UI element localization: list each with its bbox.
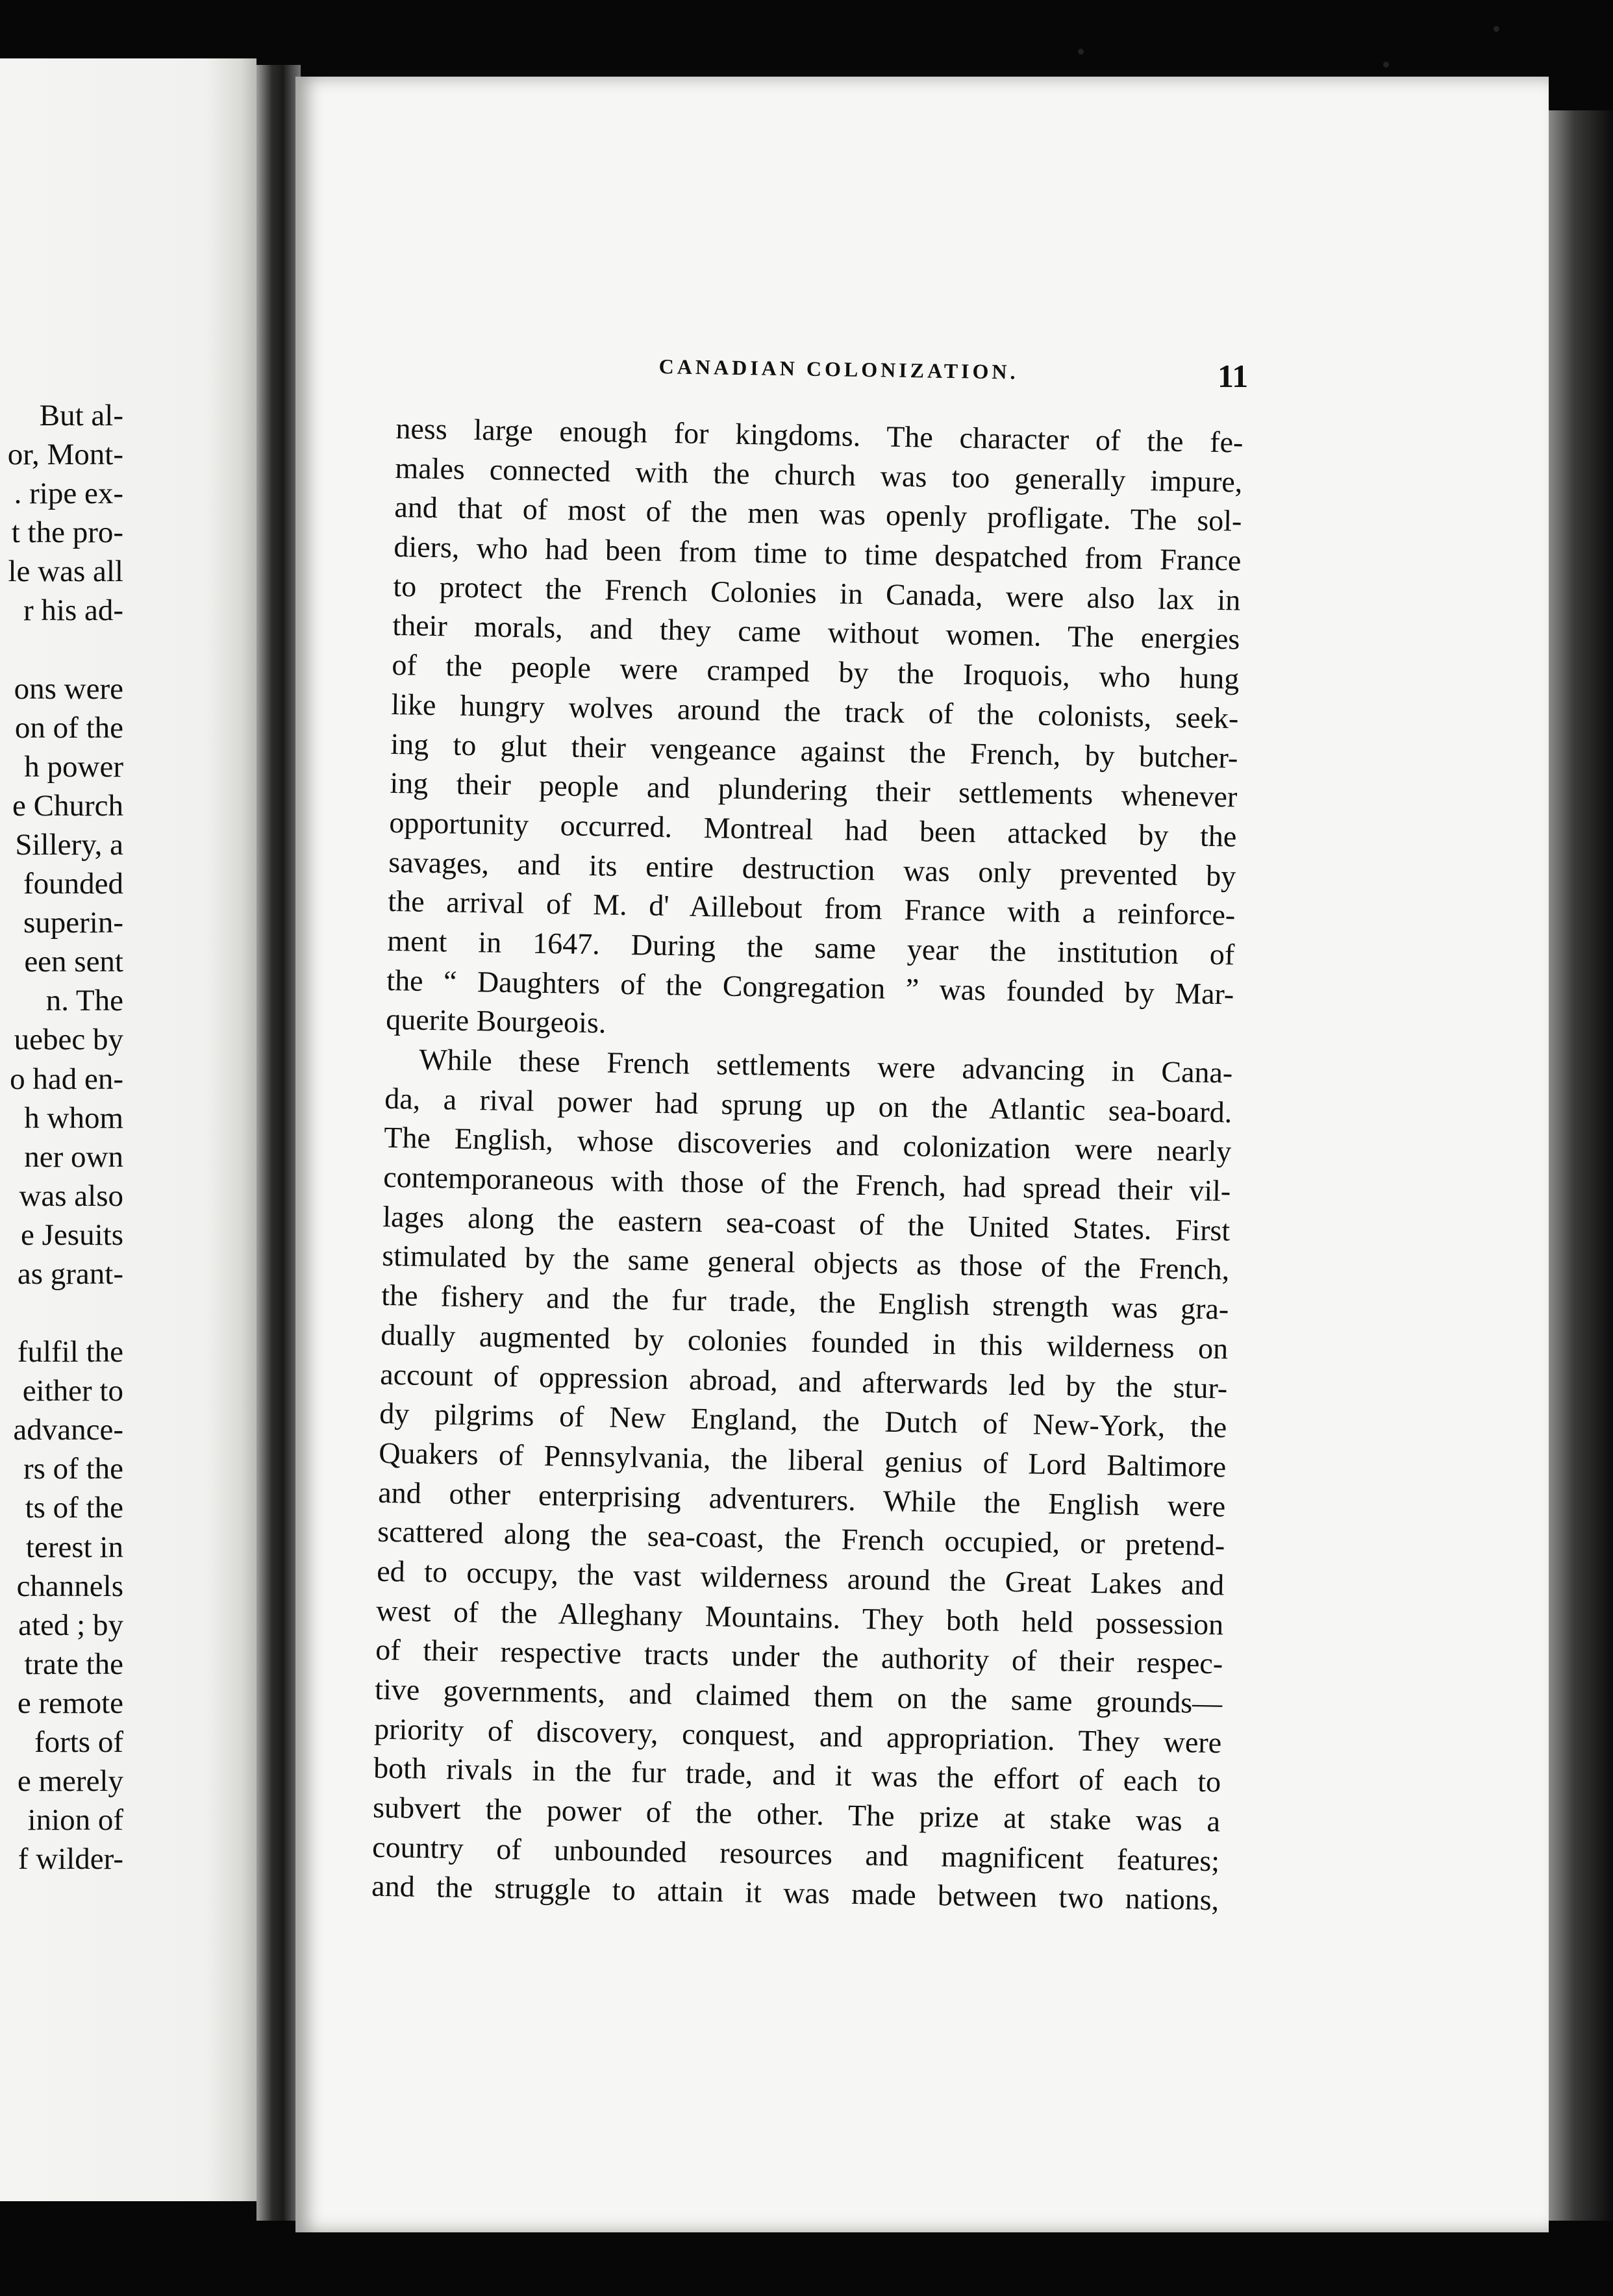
body-text — [371, 409, 1244, 1920]
text-line: contemporaneous with those of the French, had spread their vil- — [382, 1160, 1231, 1208]
left-line: e remote — [17, 1686, 123, 1720]
left-line: uebec by — [14, 1023, 123, 1057]
left-line: either to — [22, 1374, 123, 1408]
left-line: terest in — [25, 1530, 123, 1564]
text-line: ing to glut their vengeance against the French, by butcher- — [390, 727, 1238, 775]
text-line: da, a rival power had sprung up on the Atlantic sea-board. — [384, 1081, 1232, 1129]
text-line: the “ Daughters of the Congregation ” was founded by Mar- — [386, 963, 1234, 1011]
left-line: ts of the — [25, 1491, 123, 1525]
page-number: 11 — [1218, 358, 1249, 394]
text-line: like hungry wolves around the track of the colonists, seek- — [391, 687, 1239, 735]
text-line: their morals, and they came without women. The energies — [392, 608, 1240, 656]
left-line: le was all — [8, 555, 123, 589]
left-line: superin- — [23, 906, 123, 940]
text-line: lages along the eastern sea-coast of the United States. First — [382, 1199, 1231, 1247]
text-line: savages, and its entire destruction was only prevented by — [388, 845, 1236, 893]
text-line: querite Bourgeois. — [385, 1003, 606, 1040]
text-line: scattered along the sea-coast, the French occupied, or pretend- — [377, 1515, 1225, 1562]
text-line: the fishery and the fur trade, the English strength was gra- — [381, 1278, 1229, 1326]
running-head: CANADIAN COLONIZATION. — [658, 355, 1019, 384]
left-line: een sent — [24, 945, 123, 979]
text-line: west of the Alleghany Mountains. They both held possession — [375, 1593, 1224, 1641]
text-line: of the people were cramped by the Iroquois, who hung — [392, 648, 1240, 695]
text-line: priority of discovery, conquest, and appropriation. They were — [373, 1712, 1222, 1760]
text-line: stimulated by the same general objects as those of the French, — [381, 1239, 1230, 1286]
text-line: ed to occupy, the vast wilderness around the Great Lakes and — [376, 1554, 1225, 1602]
left-line: fulfil the — [17, 1335, 123, 1369]
left-line: e merely — [17, 1764, 123, 1799]
text-line: the arrival of M. d' Aillebout from France with a reinforce- — [388, 884, 1236, 932]
left-line: or, Mont- — [7, 438, 123, 472]
text-line: of their respective tracts under the authority of their respec- — [375, 1633, 1223, 1680]
text-line: and that of most of the men was openly profligate. The sol- — [394, 490, 1242, 538]
left-line: Sillery, a — [15, 827, 123, 862]
left-line: r his ad- — [23, 593, 123, 628]
left-line: rs of the — [23, 1452, 123, 1486]
text-line: ment in 1647. During the same year the institution of — [387, 923, 1235, 971]
text-line: subvert the power of the other. The prize at stake was a — [372, 1790, 1221, 1838]
text-line: ing their people and plundering their settlements whenever — [390, 766, 1238, 814]
text-line: While these French settlements were advancing in Cana- — [418, 1042, 1233, 1090]
scan-speck — [1078, 49, 1084, 55]
left-line: ons were — [14, 671, 123, 706]
left-line: . ripe ex- — [14, 477, 123, 511]
left-line: inion of — [27, 1803, 123, 1838]
left-line: But al- — [39, 399, 123, 432]
left-page-text — [0, 396, 123, 1878]
scan-speck — [1383, 62, 1389, 68]
text-line: both rivals in the fur trade, and it was the effort of each to — [373, 1751, 1221, 1799]
left-line: ated ; by — [18, 1608, 123, 1642]
text-line: diers, who had been from time to time despatched from France — [394, 530, 1242, 577]
left-facing-page — [0, 58, 256, 2201]
text-line: dy pilgrims of New England, the Dutch of New-York, the — [379, 1396, 1227, 1444]
left-line: n. The — [45, 984, 123, 1018]
left-line: advance- — [13, 1413, 123, 1447]
text-line: to protect the French Colonies in Canada, were also lax in — [393, 569, 1241, 617]
left-line: h whom — [24, 1101, 123, 1135]
text-line: country of unbounded resources and magnificent features; — [371, 1830, 1220, 1878]
book-gutter — [256, 65, 301, 2221]
left-line: h power — [24, 749, 123, 784]
left-line: f wilder- — [18, 1842, 123, 1877]
text-line: opportunity occurred. Montreal had been attacked by the — [389, 805, 1237, 853]
left-line: was also — [19, 1179, 123, 1213]
text-line: account of oppression abroad, and afterwards led by the stur- — [379, 1357, 1228, 1404]
left-line: t the pro- — [11, 516, 123, 550]
left-line: ner own — [24, 1140, 123, 1174]
left-line: founded — [23, 867, 123, 901]
page-edge-shadow — [1549, 110, 1613, 2221]
text-line: The English, whose discoveries and colonization were nearly — [383, 1121, 1232, 1168]
left-line: trate the — [24, 1647, 123, 1681]
text-line: and other enterprising adventurers. While the English were — [377, 1475, 1226, 1523]
left-line: e Jesuits — [21, 1217, 123, 1252]
text-line: tive governments, and claimed them on the same grounds— — [374, 1672, 1223, 1720]
text-line: ness large enough for kingdoms. The character of the fe- — [395, 411, 1244, 459]
text-line: dually augmented by colonies founded in this wilderness on — [380, 1317, 1229, 1366]
left-line: on of the — [14, 710, 123, 745]
left-line: forts of — [34, 1725, 123, 1759]
left-line: as grant- — [17, 1256, 123, 1291]
text-line: Quakers of Pennsylvania, the liberal genius of Lord Baltimore — [378, 1436, 1227, 1484]
text-line: males connected with the church was too generally impure, — [395, 451, 1243, 499]
left-line: o had en- — [10, 1062, 123, 1096]
text-line: and the struggle to attain it was made between two nations, — [371, 1869, 1219, 1917]
left-line: channels — [16, 1569, 123, 1603]
scan-speck — [1494, 26, 1499, 32]
left-line: e Church — [12, 788, 123, 823]
